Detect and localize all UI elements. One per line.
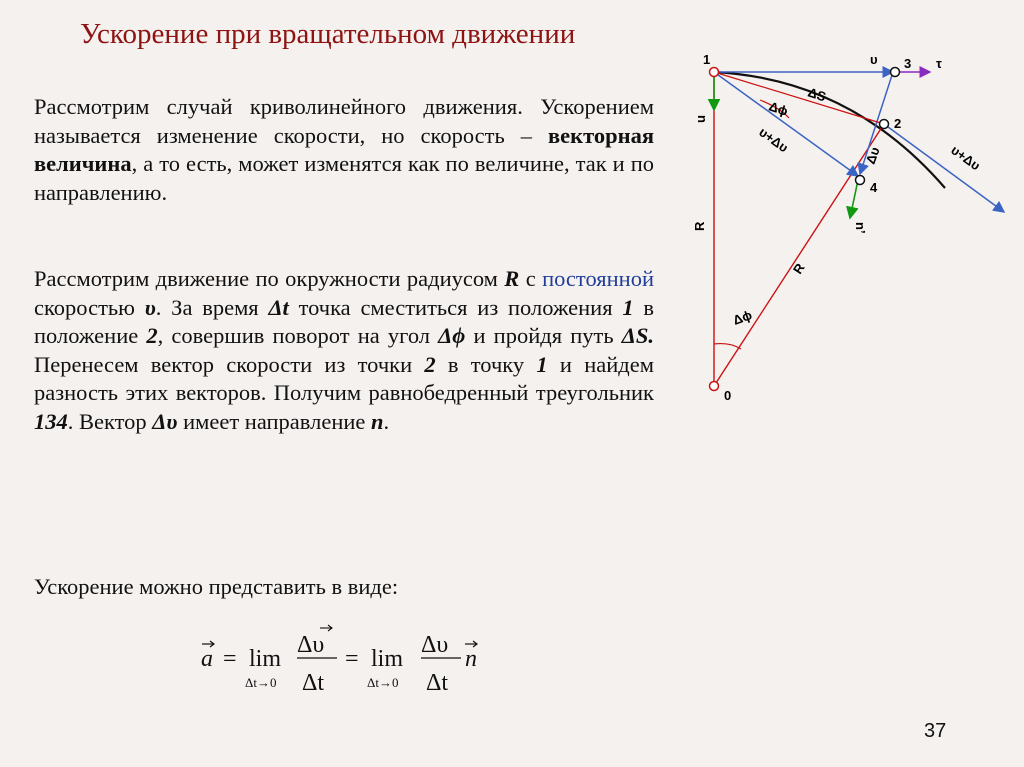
label-3: 3 xyxy=(904,56,912,71)
label-4: 4 xyxy=(870,180,878,195)
point-4 xyxy=(856,176,865,185)
label-dphi-bottom: Δϕ xyxy=(730,307,754,328)
label-n: n xyxy=(695,115,710,123)
point-1 xyxy=(710,68,719,77)
page-number: 37 xyxy=(924,720,947,742)
formula-a: a xyxy=(201,646,213,672)
label-R-left: R xyxy=(692,221,707,231)
formula-sub2: Δt→0 xyxy=(367,675,399,690)
label-2: 2 xyxy=(894,116,902,131)
label-1: 1 xyxy=(703,52,711,67)
point-2 xyxy=(880,120,889,129)
formula-lim2: lim xyxy=(371,646,404,672)
formula-den1: Δt xyxy=(302,670,325,696)
angle-arc-bottom xyxy=(714,344,741,349)
label-R-diag: R xyxy=(789,260,808,277)
label-dS: ΔS xyxy=(806,84,828,105)
point-0 xyxy=(710,382,719,391)
label-v: υ xyxy=(870,52,878,67)
formula-sub1: Δt→0 xyxy=(245,675,277,690)
paragraph-acceleration-form: Ускорение можно представить в виде: xyxy=(34,574,399,599)
formula-num1: Δυ xyxy=(297,632,325,658)
paragraph-circular-motion: Рассмотрим движение по окружности радиусом R с постоянной скоростью υ. За время Δt точка сместиться из положения 1 в положение 2, совершив поворот на угол Δϕ и пройдя путь ΔS. Перенесем вектор скорости из точки 2 в точку 1 и найдем разность этих векторов. Получим равнобедренный треугольник 134. Вектор Δυ имеет направление n. xyxy=(34,266,654,434)
label-dphi-top: Δϕ xyxy=(767,98,790,119)
formula-lim1: lim xyxy=(249,646,282,672)
acceleration-formula xyxy=(195,622,535,702)
point-3 xyxy=(891,68,900,77)
label-dv: Δυ xyxy=(862,144,883,167)
velocity-vector-translated xyxy=(714,72,858,176)
formula-eq2: = xyxy=(345,646,359,672)
trajectory-arc xyxy=(712,72,945,188)
rotation-diagram xyxy=(670,48,1024,408)
radius-0-2 xyxy=(714,124,884,386)
formula-eq1: = xyxy=(223,646,237,672)
label-tau: τ xyxy=(936,56,942,71)
label-v-plus-dv-2: υ+Δυ xyxy=(948,142,984,174)
paragraph-intro: Рассмотрим случай криволинейного движения. Ускорением называется изменение скорости, но скорость – векторная величина, а то есть, может изменятся как по величине, так и по направлению. xyxy=(34,94,654,205)
label-0: 0 xyxy=(724,388,732,403)
formula-n: n xyxy=(465,646,477,672)
formula-num2: Δυ xyxy=(421,632,449,658)
label-n-prime: n’ xyxy=(853,222,868,234)
highlight-constant: постоянной xyxy=(542,266,654,291)
formula-den2: Δt xyxy=(426,670,449,696)
velocity-vector-2 xyxy=(884,124,1004,212)
chord-1-2 xyxy=(714,72,884,124)
slide-title: Ускорение при вращательном движении xyxy=(80,18,576,50)
label-v-plus-dv-1: υ+Δυ xyxy=(756,124,792,156)
normal-n-prime xyxy=(850,180,858,218)
